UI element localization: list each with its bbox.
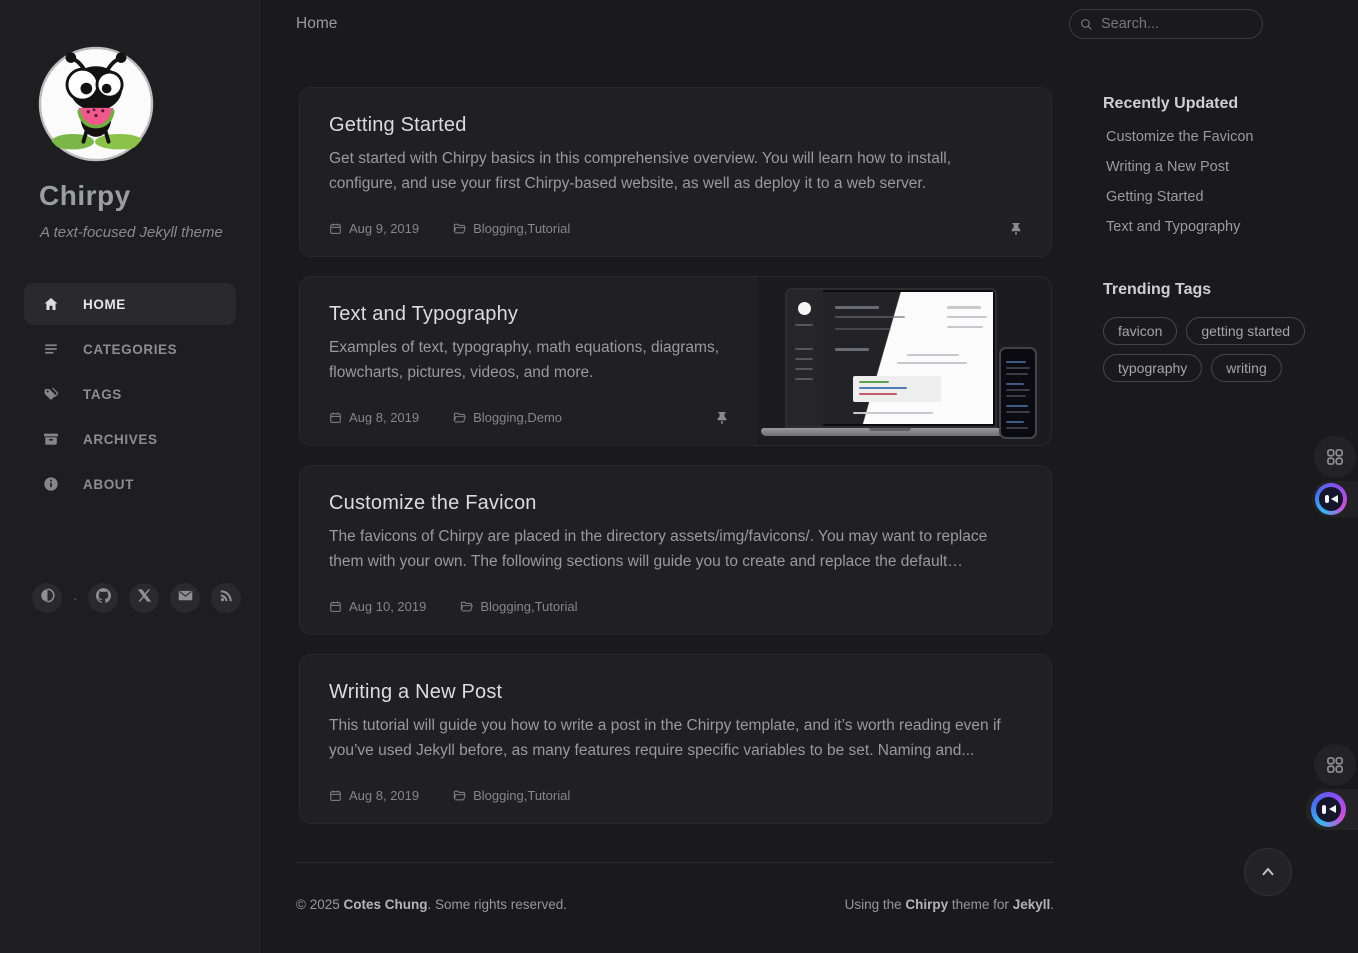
tag-pill[interactable]: writing — [1211, 354, 1281, 382]
post-date: Aug 8, 2019 — [349, 788, 420, 803]
post-card[interactable] — [299, 654, 1052, 824]
pinned-icon — [1010, 223, 1022, 235]
post-meta — [329, 599, 1022, 614]
category-link[interactable]: Blogging — [473, 221, 524, 236]
category-link[interactable]: Demo — [527, 410, 563, 425]
chevron-up-icon — [1259, 863, 1277, 881]
ai-assistant-icon — [1311, 792, 1346, 827]
post-card-body — [300, 655, 1051, 823]
post-card-body — [300, 466, 1051, 634]
categories-icon — [42, 340, 60, 358]
recently-updated-link[interactable]: Writing a New Post — [1106, 159, 1230, 175]
search-icon — [1080, 18, 1093, 31]
category-link[interactable]: Tutorial — [527, 221, 571, 236]
sidebar-item-about[interactable] — [24, 463, 236, 505]
x-twitter-button[interactable] — [129, 583, 159, 613]
sidebar-contact — [32, 583, 252, 613]
post-date-group — [329, 599, 426, 614]
tag-pill[interactable]: favicon — [1103, 317, 1177, 345]
post-meta — [329, 221, 1022, 236]
email-button[interactable] — [170, 583, 200, 613]
home-icon — [42, 295, 60, 313]
category-separator: , — [523, 410, 528, 425]
github-icon — [96, 588, 111, 608]
post-card[interactable] — [299, 87, 1052, 257]
footer — [296, 897, 1054, 912]
tag-pill[interactable]: getting started — [1186, 317, 1305, 345]
apps-grid-icon — [1325, 755, 1345, 775]
apps-grid-button[interactable] — [1314, 436, 1356, 478]
post-card[interactable] — [299, 465, 1052, 635]
category-link[interactable]: Blogging — [480, 599, 531, 614]
author-link[interactable]: Cotes Chung — [343, 897, 428, 912]
folder-icon — [453, 789, 466, 802]
category-separator: , — [523, 221, 528, 236]
sidebar-item-label: TAGS — [83, 386, 122, 402]
sidebar-item-label: HOME — [83, 296, 126, 312]
post-date: Aug 9, 2019 — [349, 221, 420, 236]
recently-updated-section — [1091, 95, 1358, 235]
category-link[interactable]: Tutorial — [534, 599, 578, 614]
post-card-body — [300, 277, 757, 445]
sidebar-item-tags[interactable] — [24, 373, 236, 415]
avatar[interactable] — [38, 46, 154, 162]
site-subtitle: A text-focused Jekyll theme — [40, 224, 223, 241]
folder-icon — [460, 600, 473, 613]
category-link[interactable]: Blogging — [473, 410, 524, 425]
pinned-icon — [716, 412, 728, 424]
copyright-text: © 2025 Cotes Chung. Some rights reserved. — [296, 897, 568, 912]
post-categories-group — [453, 788, 570, 803]
post-date-group — [329, 221, 419, 236]
breadcrumb: Home — [296, 15, 338, 32]
post-meta — [329, 410, 728, 425]
apps-grid-icon — [1325, 447, 1345, 467]
calendar-icon — [329, 600, 342, 613]
trending-tags-section — [1091, 281, 1358, 382]
calendar-icon — [329, 222, 342, 235]
recently-updated-list — [1091, 129, 1358, 235]
calendar-icon — [329, 789, 342, 802]
post-categories-group — [460, 599, 577, 614]
post-excerpt: The favicons of Chirpy are placed in the directory assets/img/favicons/. You may want to replace them with your own. The following sections will guide you to create and replace the default… — [329, 528, 988, 570]
chirpy-theme-link[interactable]: Chirpy — [905, 897, 949, 912]
post-categories-group — [453, 221, 570, 236]
sidebar-item-label: CATEGORIES — [83, 341, 178, 357]
x-twitter-icon — [137, 588, 152, 608]
separator-dot: · — [73, 590, 78, 606]
ai-assistant-icon — [1315, 483, 1347, 515]
theme-toggle-icon — [40, 588, 55, 608]
post-title: Text and Typography — [329, 303, 519, 325]
ant-mascot-image — [38, 46, 154, 162]
post-excerpt: Examples of text, typography, math equations, diagrams, flowcharts, pictures, videos, and more. — [329, 339, 719, 381]
post-date: Aug 8, 2019 — [349, 410, 420, 425]
post-list — [299, 87, 1052, 843]
category-link[interactable]: Tutorial — [527, 788, 571, 803]
recently-updated-link[interactable]: Customize the Favicon — [1106, 129, 1254, 145]
tag-pill[interactable]: typography — [1103, 354, 1202, 382]
recently-updated-link[interactable]: Getting Started — [1106, 189, 1204, 205]
sidebar-item-home[interactable] — [24, 283, 236, 325]
rss-button[interactable] — [211, 583, 241, 613]
folder-icon — [453, 411, 466, 424]
sidebar-item-categories[interactable] — [24, 328, 236, 370]
sidebar-item-label: ARCHIVES — [83, 431, 158, 447]
sidebar — [0, 0, 260, 953]
post-excerpt: Get started with Chirpy basics in this comprehensive overview. You will learn how to install, configure, and use your first Chirpy-based website, as well as deploy it to a web server. — [329, 150, 952, 192]
back-to-top-button[interactable] — [1244, 848, 1292, 896]
trending-tags-list — [1103, 317, 1333, 382]
ai-assistant-button[interactable] — [1306, 789, 1358, 830]
category-link[interactable]: Blogging — [473, 788, 524, 803]
post-card-body — [300, 88, 1051, 256]
folder-icon — [453, 222, 466, 235]
laptop-mockup — [785, 288, 997, 428]
footer-divider — [296, 862, 1054, 863]
phone-mockup — [999, 347, 1037, 439]
category-separator: , — [523, 788, 528, 803]
calendar-icon — [329, 411, 342, 424]
apps-grid-button[interactable] — [1314, 744, 1356, 786]
post-date: Aug 10, 2019 — [349, 599, 427, 614]
tags-icon — [42, 385, 60, 403]
post-title: Writing a New Post — [329, 681, 503, 703]
post-excerpt: This tutorial will guide you how to write a post in the Chirpy template, and it’s worth reading even if you’ve used Jekyll before, as many features require specific variables to be set. Naming and... — [329, 717, 1001, 759]
post-card[interactable] — [299, 276, 1052, 446]
recently-updated-link[interactable]: Text and Typography — [1106, 219, 1241, 235]
search-input[interactable] — [1101, 16, 1241, 32]
about-icon — [42, 475, 60, 493]
search-box — [1069, 9, 1263, 39]
trending-tags-title: Trending Tags — [1103, 281, 1212, 298]
post-preview-image — [757, 277, 1051, 445]
post-title: Getting Started — [329, 114, 467, 136]
post-title: Customize the Favicon — [329, 492, 537, 514]
jekyll-link[interactable]: Jekyll — [1012, 897, 1051, 912]
post-date-group — [329, 410, 419, 425]
recently-updated-title: Recently Updated — [1103, 95, 1239, 112]
archives-icon — [42, 430, 60, 448]
category-separator: , — [530, 599, 535, 614]
ai-assistant-button[interactable] — [1312, 481, 1358, 517]
sidebar-nav — [24, 283, 236, 508]
post-date-group — [329, 788, 419, 803]
post-categories-group — [453, 410, 562, 425]
github-button[interactable] — [88, 583, 118, 613]
theme-toggle-button[interactable] — [32, 583, 62, 613]
sidebar-item-archives[interactable] — [24, 418, 236, 460]
rss-icon — [219, 588, 234, 608]
email-icon — [178, 588, 193, 608]
access-panel — [1091, 95, 1358, 382]
post-meta — [329, 788, 1022, 803]
theme-credit-text: Using the Chirpy theme for Jekyll. — [844, 897, 1054, 912]
site-title[interactable]: Chirpy — [39, 180, 131, 211]
sidebar-item-label: ABOUT — [83, 476, 134, 492]
